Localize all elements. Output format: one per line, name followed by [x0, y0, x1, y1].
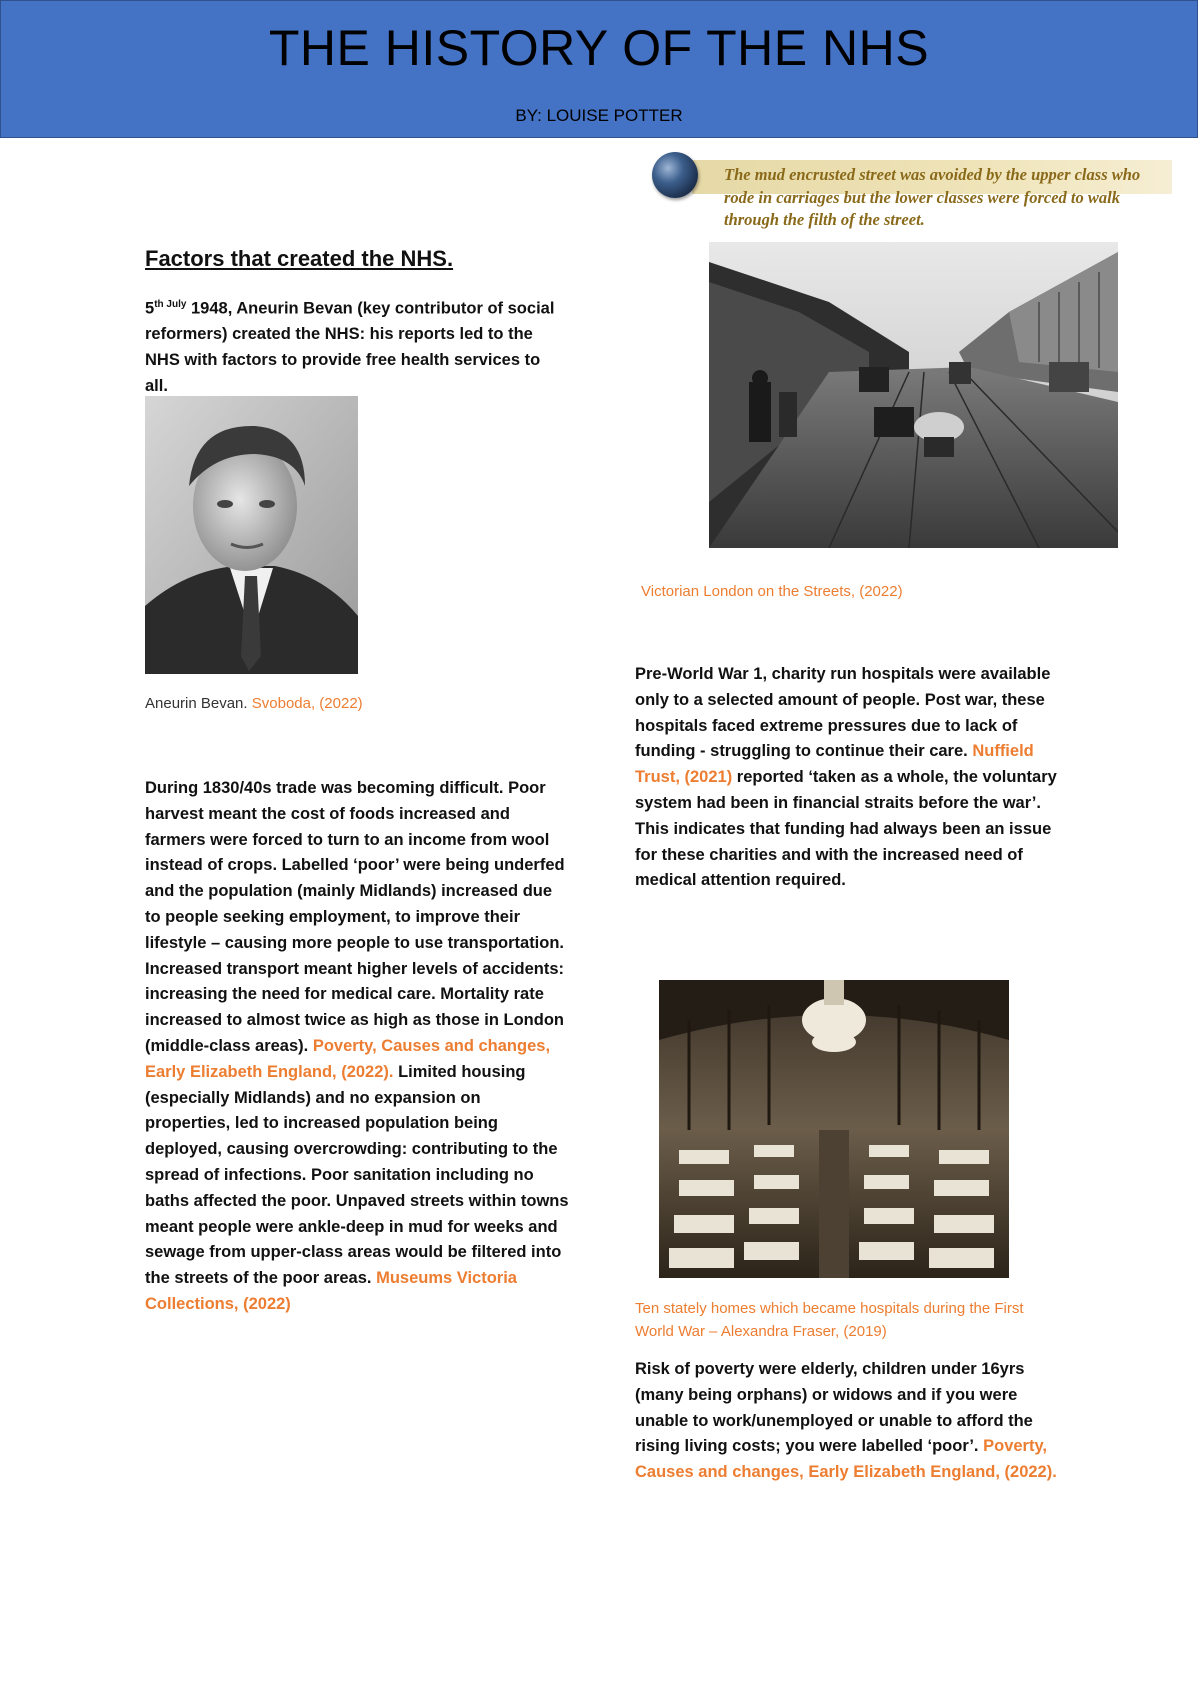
street-photo-caption: Victorian London on the Streets, (2022): [641, 583, 903, 600]
victorian-street-photo: [709, 242, 1118, 548]
aneurin-bevan-portrait: [145, 396, 358, 674]
poverty-risk-paragraph: [635, 1357, 1060, 1486]
title-banner: [0, 0, 1198, 138]
intro-paragraph: [145, 292, 565, 400]
section-heading: Factors that created the NHS.: [145, 246, 454, 271]
charity-citation: Nuffield Trust, (2021): [635, 742, 1034, 787]
bevan-caption: [145, 692, 363, 715]
bevan-citation: Svoboda, (2022): [251, 695, 363, 712]
trade-paragraph: [145, 776, 569, 1318]
bevan-caption-prefix: Aneurin Bevan.: [145, 695, 252, 712]
charity-hospitals-paragraph: [635, 662, 1060, 894]
quote-banner: [652, 150, 1172, 236]
poverty-citation: Poverty, Causes and changes, Early Elizabeth England, (2022).: [635, 1437, 1057, 1482]
globe-icon: [652, 152, 698, 198]
intro-text: 1948, Aneurin Bevan (key contributor of social reformers) created the NHS: his reports led to the NHS with factors to provide free health services to all.: [145, 299, 555, 395]
trade-text-2: Limited housing (especially Midlands) and no expansion on properties, led to increased population being deployed, causing overcrowding: contributing to the spread of infections. Poor sanitation including no baths affected the poor. Unpaved streets within towns meant people were ankle-deep in mud for weeks and sewage from upper-class areas would be filtered into the streets of the poor areas.: [145, 1062, 569, 1288]
intro-date-sup: th July: [154, 299, 187, 310]
street-quote: The mud encrusted street was avoided by the upper class who rode in carriages but the lower classes were forced to walk through the filth of the street.: [724, 165, 1141, 229]
intro-date-day: 5: [145, 299, 155, 318]
trade-citation-1: Poverty, Causes and changes, Early Elizabeth England, (2022).: [145, 1036, 551, 1081]
charity-text-1: Pre-World War 1, charity run hospitals were available only to a selected amount of people. Post war, these hospitals faced extreme pressures due to lack of funding - struggling to continue their care.: [635, 665, 1051, 761]
trade-citation-2: Museums Victoria Collections, (2022): [145, 1269, 517, 1313]
poverty-text: Risk of poverty were elderly, children under 16yrs (many being orphans) or widows and if you were unable to work/unemployed or unable to afford the rising living costs; you were labelled ‘poor’.: [635, 1360, 1033, 1456]
trade-text-1: During 1830/40s trade was becoming difficult. Poor harvest meant the cost of foods increased and farmers were forced to turn to an income from wool instead of crops. Labelled ‘poor’ were being underfed and the population (mainly Midlands) increased due to people seeking employment, to improve their lifestyle – causing more people to use transportation. Increased transport meant higher levels of accidents: increasing the need for medical care. Mortality rate increased to almost twice as high as those in London (middle-class areas).: [145, 779, 565, 1055]
author-byline: BY: LOUISE POTTER: [515, 106, 683, 125]
hospital-ward-photo: [659, 980, 1009, 1278]
charity-text-2: reported ‘taken as a whole, the voluntary system had been in financial straits before the war’. This indicates that funding had always been an issue for these charities and with the increased need of medical attention required.: [635, 768, 1057, 890]
page-title: THE HISTORY OF THE NHS: [268, 20, 930, 76]
hospital-photo-caption: Ten stately homes which became hospitals during the First World War – Alexandra Fraser, (2019): [635, 1300, 1024, 1340]
